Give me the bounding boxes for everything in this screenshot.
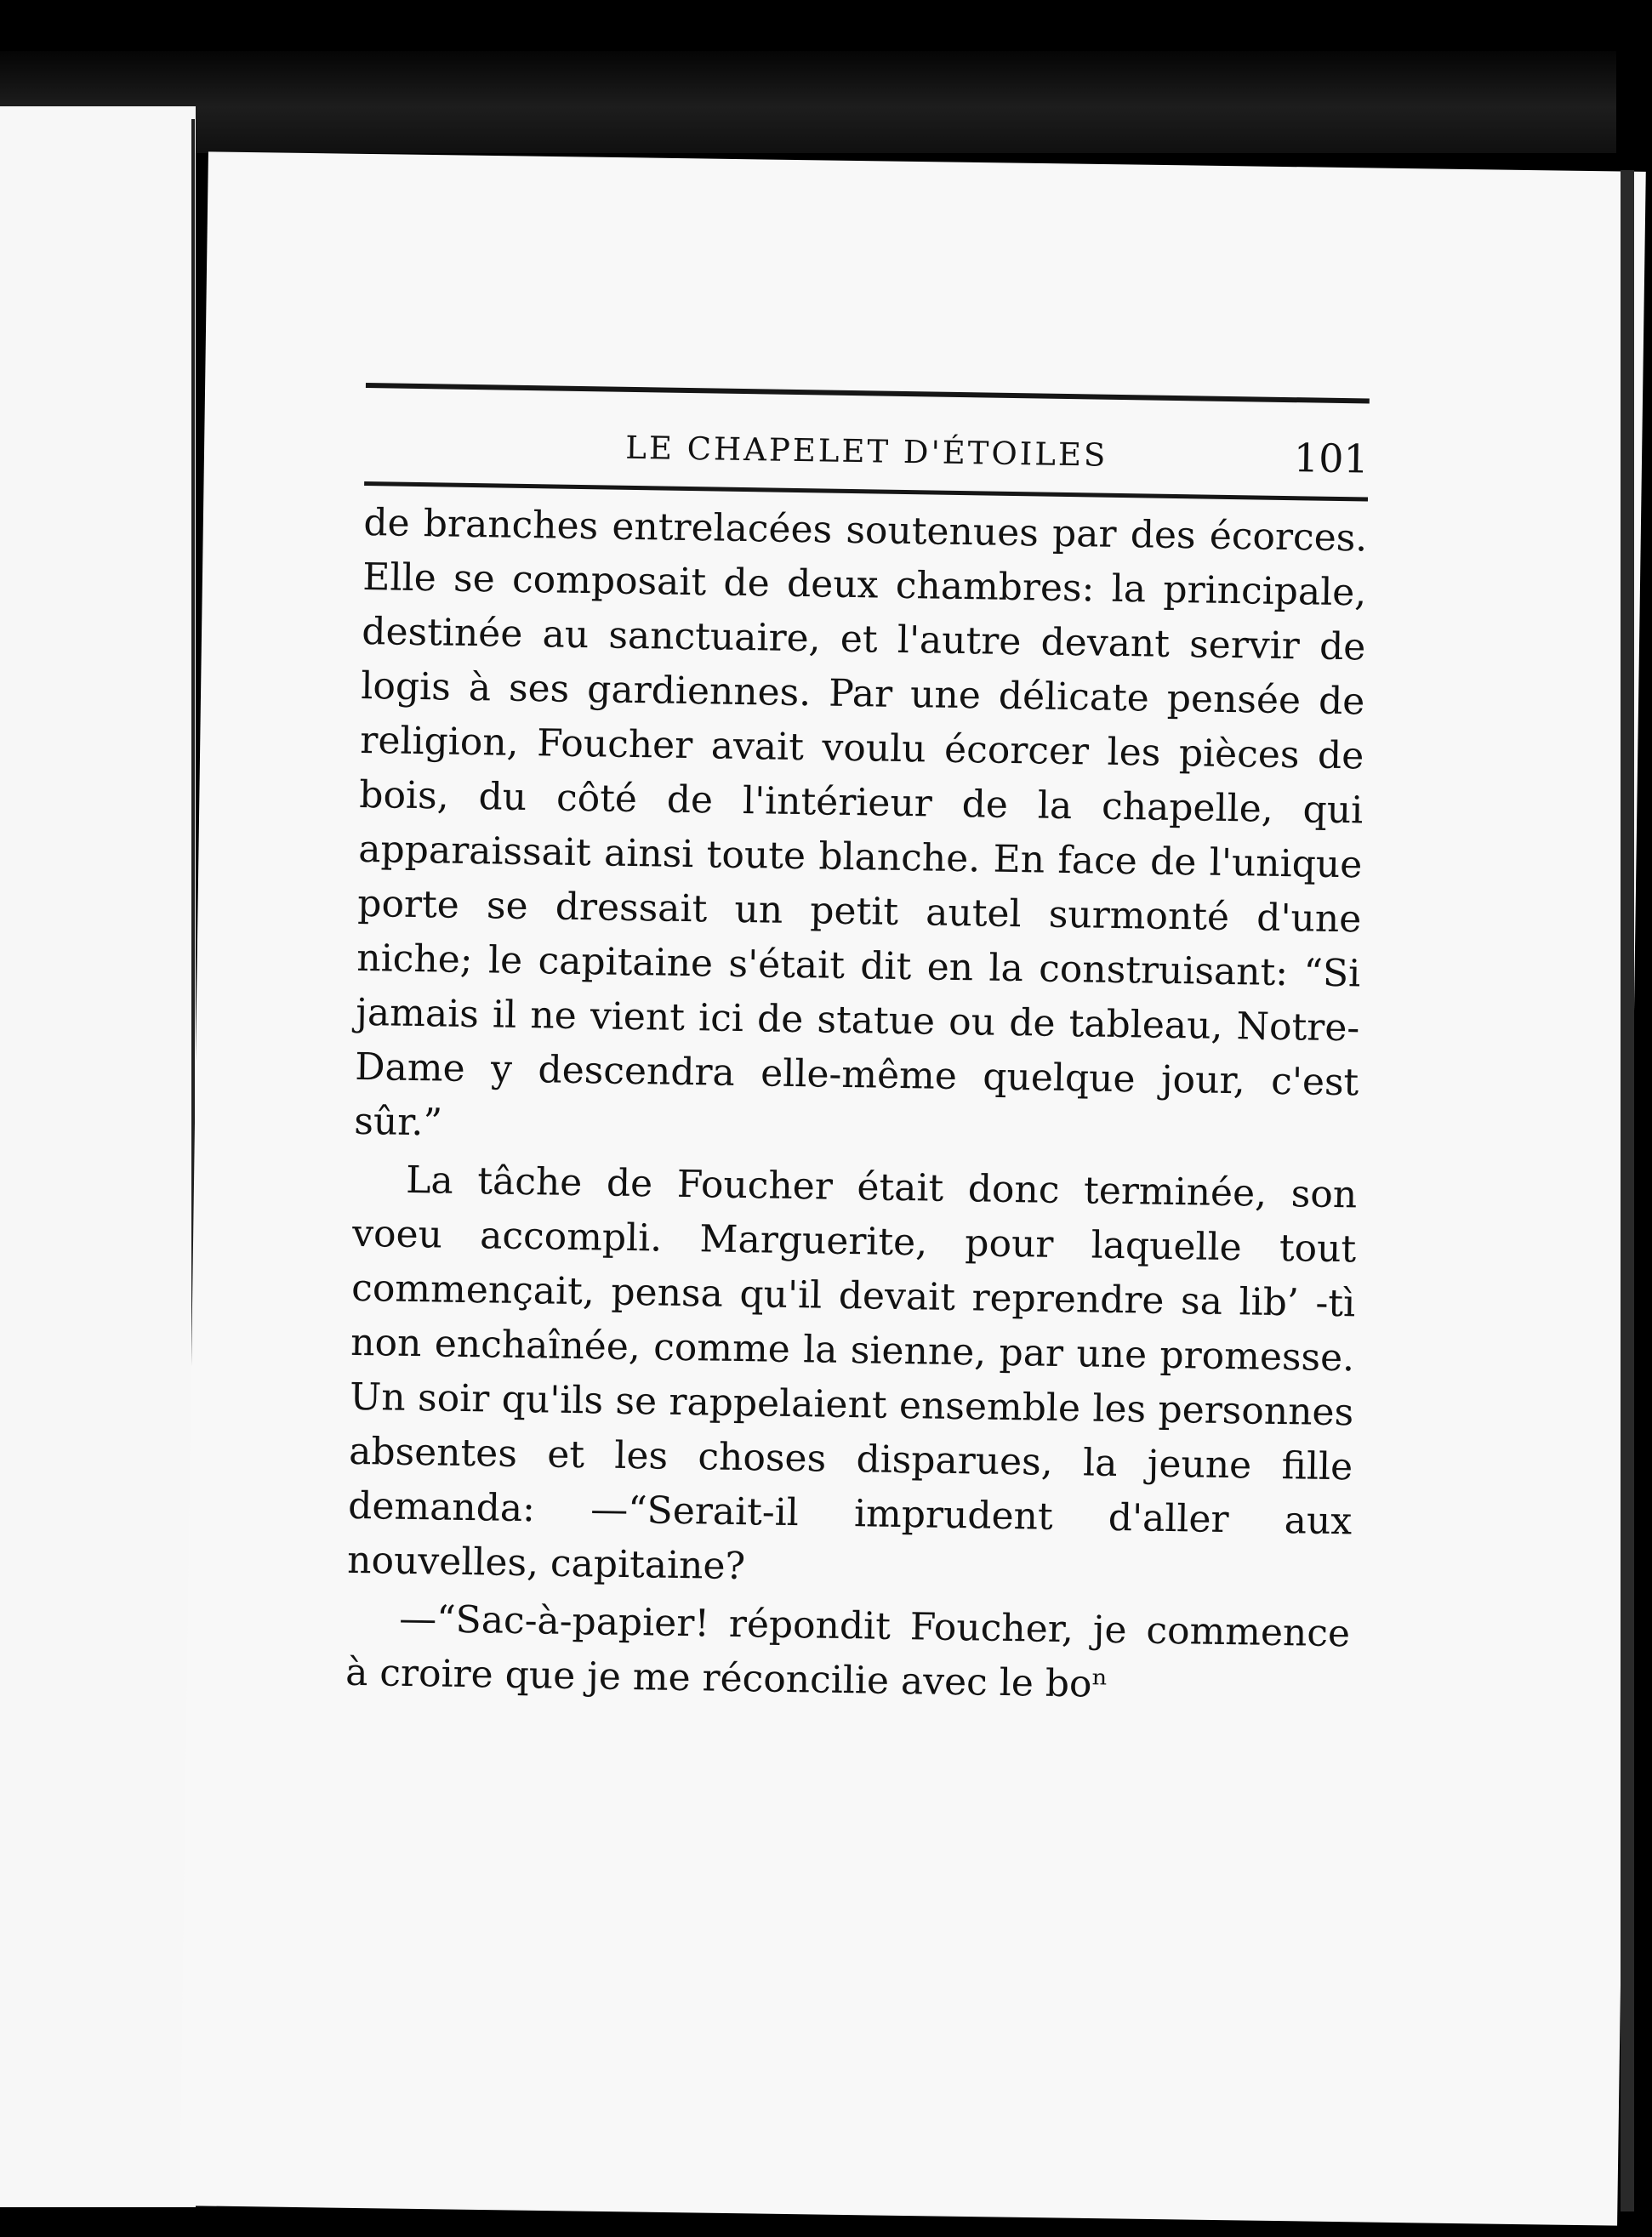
page-number: 101 (1293, 435, 1370, 482)
left-page (0, 106, 196, 2207)
body-text (345, 496, 1368, 1716)
running-head (364, 420, 1369, 487)
page-edge-shadow (1621, 170, 1634, 2211)
paragraph: —“Sac-à-papier! répondit Foucher, je commence à croire que je me réconcilie avec le boⁿ (345, 1597, 1351, 1706)
text-block (345, 383, 1370, 1716)
paragraph: La tâche de Foucher était donc terminée, son voeu accompli. Marguerite, pour laquelle tout commençait, pensa qu'il devait reprendre sa lib’ -tì non enchaînée, comme la sienne, par une promesse. Un soir qu'ils se rappelaient ensemble les personnes absentes et les choses disparues, la jeune fille demanda: —“Serait-il imprudent d'aller aux nouvelles, capitaine? (346, 1158, 1358, 1589)
running-title: LE CHAPELET D'ÉTOILES (625, 429, 1108, 474)
paragraph: de branches entrelacées soutenues par des écorces. Elle se composait de deux chambres: la principale, destinée au sanctuaire, et l'autre devant servir de logis à ses gardiennes. Par une délicate pensée de religion, Foucher avait voulu écorcer les pièces de bois, du côté de l'intérieur de la chapelle, qui apparaissait ainsi toute blanche. En face de l'unique porte se dressait un petit autel surmonté d'une niche; le capitaine s'était dit en la construisant: “Si jamais il ne vient ici de statue ou de tableau, Notre-Dame y descendra elle-même quelque jour, c'est sûr.” (353, 500, 1368, 1145)
book-top-shadow (0, 51, 1616, 153)
